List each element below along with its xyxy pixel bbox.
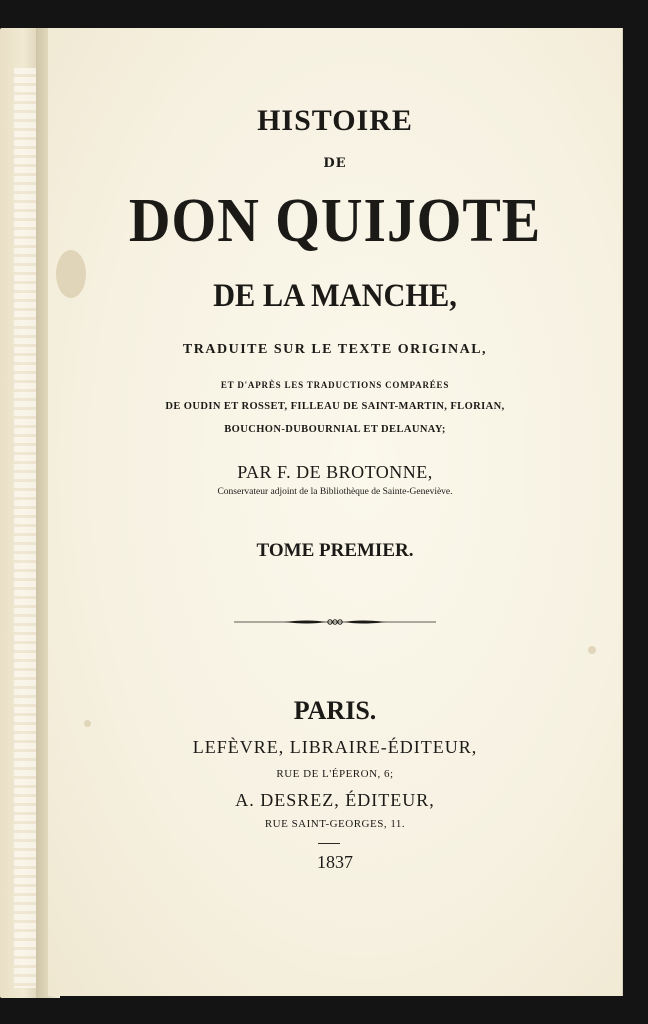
volume-label: TOME PREMIER. xyxy=(256,540,414,561)
title-de-la-manche: DE LA MANCHE, xyxy=(213,278,457,314)
torn-paper-edge xyxy=(14,68,36,988)
subtitle-traduite: TRADUITE SUR LE TEXTE ORIGINAL, xyxy=(182,342,488,357)
title-page xyxy=(48,28,622,996)
imprint-publisher-2: A. DESREZ, ÉDITEUR, xyxy=(235,790,435,810)
paper-stain xyxy=(588,646,596,654)
author-line: PAR F. DE BROTONNE, xyxy=(237,462,433,482)
imprint-publisher-1: LEFÈVRE, LIBRAIRE-ÉDITEUR, xyxy=(192,737,478,757)
imprint-address-1: RUE DE L'ÉPERON, 6; xyxy=(276,768,394,780)
title-de: DE xyxy=(323,156,347,171)
title-histoire: HISTOIRE xyxy=(257,104,413,137)
author-credential: Conservateur adjoint de la Bibliothèque de Sainte-Geneviève. xyxy=(217,487,453,497)
imprint-year: 1837 xyxy=(317,852,353,872)
translators-line-2: BOUCHON-DUBOURNIAL ET DELAUNAY; xyxy=(224,424,446,435)
ornament-divider-icon xyxy=(234,616,436,628)
subtitle-apres: ET D'APRÈS LES TRADUCTIONS COMPARÉES xyxy=(220,380,450,390)
translators-line-1: DE OUDIN ET ROSSET, FILLEAU DE SAINT-MARTIN, FLORIAN, xyxy=(165,401,505,412)
title-don-quijote: DON QUIJOTE xyxy=(128,187,542,255)
imprint-rule xyxy=(318,843,340,844)
imprint-address-2: RUE SAINT-GEORGES, 11. xyxy=(264,818,406,830)
imprint-city: PARIS. xyxy=(293,696,377,725)
